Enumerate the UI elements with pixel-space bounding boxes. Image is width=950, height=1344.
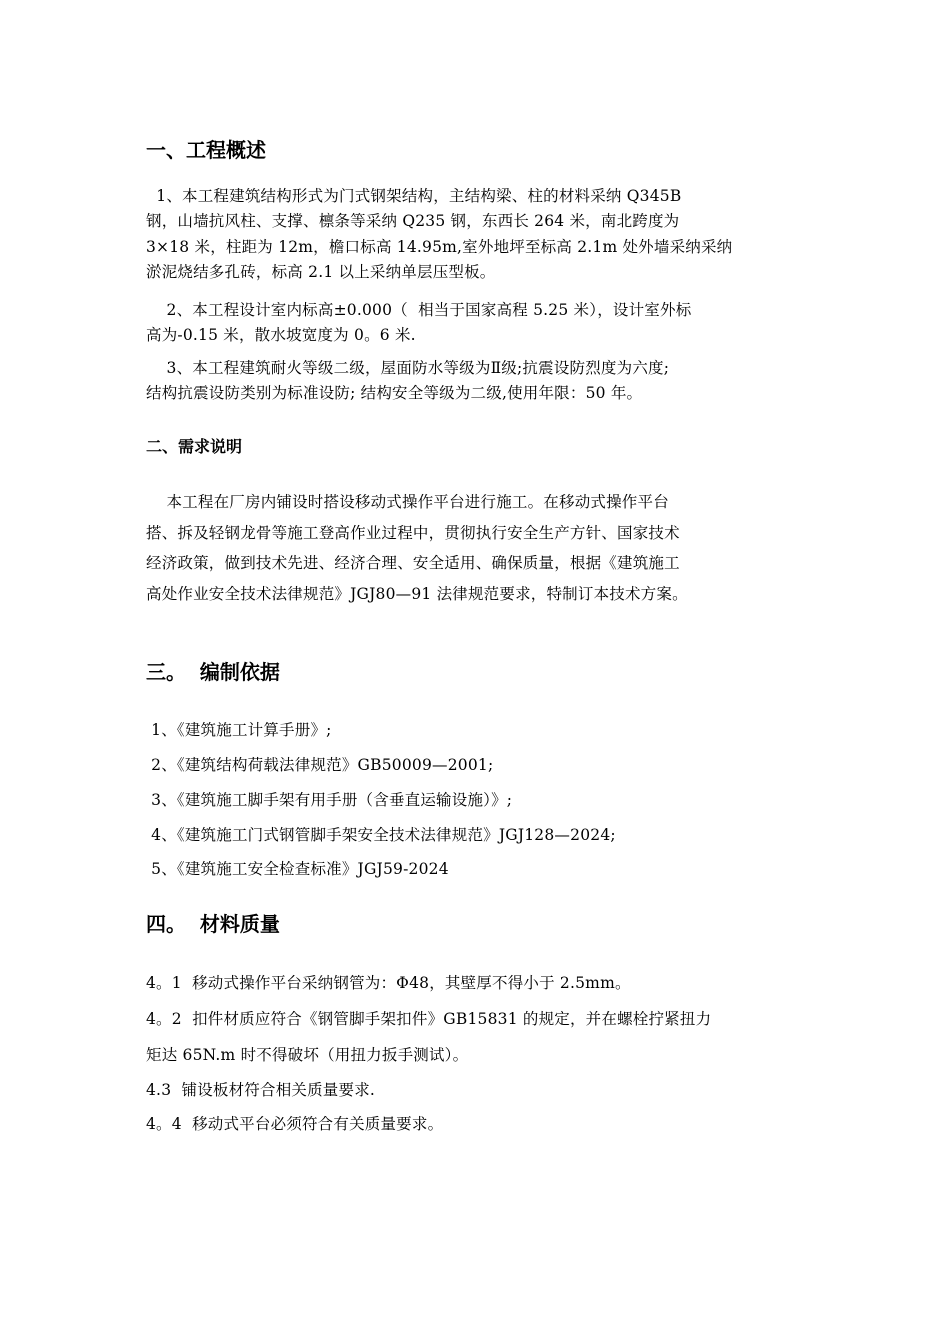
needs-paragraph: [146, 487, 818, 609]
text-line: 淤泥烧结多孔砖，标高 2.1 以上采纳单层压型板。: [146, 262, 496, 281]
basis-list-item: 5、《建筑施工安全检查标准》JGJ59-2024: [146, 860, 449, 878]
materials-item: 4。2 扣件材质应符合《钢管脚手架扣件》GB15831 的规定，并在螺栓拧紧扭力: [146, 1010, 712, 1028]
basis-list-item: 3、《建筑施工脚手架有用手册（含垂直运输设施）》;: [146, 791, 513, 809]
text-line: 1、本工程建筑结构形式为门式钢架结构，主结构梁、柱的材料采纳 Q345B: [146, 187, 682, 205]
text-line: 3×18 米，柱距为 12m，檐口标高 14.95m,室外地坪至标高 2.1m 处外墙采纳采纳: [146, 237, 733, 256]
section-heading-overview: 一、工程概述: [146, 138, 266, 162]
materials-item: 4.3 铺设板材符合相关质量要求.: [146, 1081, 376, 1099]
section-heading-needs: 二、需求说明: [146, 437, 243, 456]
overview-paragraph-3: [146, 356, 818, 407]
text-line: 搭、拆及轻钢龙骨等施工登高作业过程中，贯彻执行安全生产方针、国家技术: [146, 523, 680, 542]
text-line: 2、本工程设计室内标高±0.000（ 相当于国家高程 5.25 米），设计室外标: [146, 301, 692, 319]
text-line: 经济政策，做到技术先进、经济合理、安全适用、确保质量，根据《建筑施工: [146, 554, 680, 573]
materials-item-continuation: 矩达 65N.m 时不得破坏（用扭力扳手测试）。: [146, 1046, 469, 1064]
materials-item: 4。1 移动式操作平台采纳钢管为：Φ48，其壁厚不得小于 2.5mm。: [146, 974, 631, 992]
basis-list-item: 1、《建筑施工计算手册》;: [146, 721, 332, 739]
text-line: 高为-0.15 米，散水坡宽度为 0。6 米.: [146, 326, 416, 345]
section-heading-basis: 三。 编制依据: [146, 660, 280, 684]
text-line: 钢，山墙抗风柱、支撑、檩条等采纳 Q235 钢，东西长 264 米，南北跨度为: [146, 212, 680, 231]
overview-paragraph-1: [146, 184, 818, 285]
text-line: 高处作业安全技术法律规范》JGJ80—91 法律规范要求，特制订本技术方案。: [146, 584, 688, 603]
materials-item: 4。4 移动式平台必须符合有关质量要求。: [146, 1115, 444, 1133]
text-line: 本工程在厂房内铺设时搭设移动式操作平台进行施工。在移动式操作平台: [146, 493, 669, 511]
overview-paragraph-2: [146, 298, 818, 349]
text-line: 3、本工程建筑耐火等级二级，屋面防水等级为Ⅱ级;抗震设防烈度为六度;: [146, 359, 670, 377]
basis-list-item: 4、《建筑施工门式钢管脚手架安全技术法律规范》JGJ128—2024;: [146, 826, 616, 844]
text-line: 结构抗震设防类别为标准设防; 结构安全等级为二级,使用年限：50 年。: [146, 384, 643, 403]
section-heading-materials: 四。 材料质量: [146, 912, 280, 936]
basis-list-item: 2、《建筑结构荷载法律规范》GB50009—2001;: [146, 756, 494, 774]
